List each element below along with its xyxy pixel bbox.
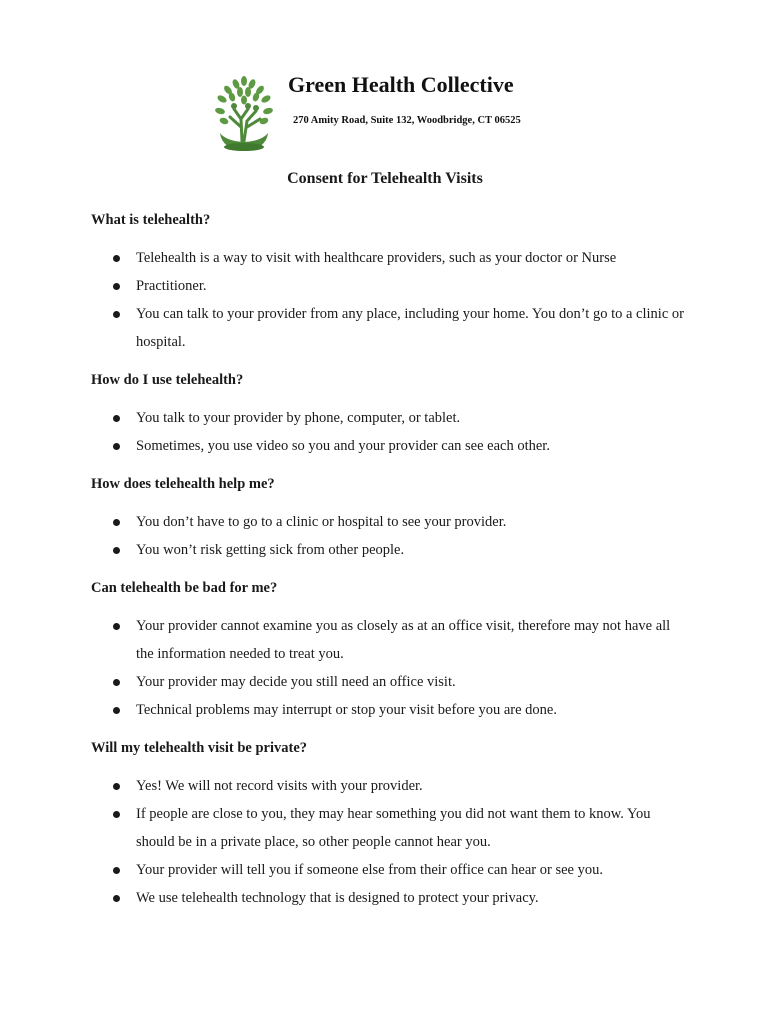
organization-address: 270 Amity Road, Suite 132, Woodbridge, CT 06525 <box>293 115 521 126</box>
bullet-text: Sometimes, you use video so you and your provider can see each other. <box>136 438 550 454</box>
bullet-dot-icon <box>113 679 120 686</box>
bullet-dot-icon <box>113 443 120 450</box>
document-title: Consent for Telehealth Visits <box>287 170 483 187</box>
bullet-item <box>91 244 691 272</box>
bullet-text: Your provider cannot examine you as closely as at an office visit, therefore may not have all the information needed to treat you. <box>136 618 671 662</box>
bullet-text: You can talk to your provider from any place, including your home. You don’t go to a clinic or hospital. <box>136 306 684 350</box>
section-heading: What is telehealth? <box>91 212 211 228</box>
bullet-list <box>91 612 691 724</box>
bullet-text: Your provider will tell you if someone else from their office can hear or see you. <box>136 862 603 878</box>
bullet-dot-icon <box>113 415 120 422</box>
bullet-item <box>91 696 691 724</box>
bullet-item <box>91 800 691 856</box>
bullet-dot-icon <box>113 867 120 874</box>
bullet-text: You don’t have to go to a clinic or hospital to see your provider. <box>136 514 507 530</box>
bullet-text: Yes! We will not record visits with your provider. <box>136 778 423 794</box>
bullet-item <box>91 404 691 432</box>
section-heading: How does telehealth help me? <box>91 476 275 492</box>
bullet-dot-icon <box>113 623 120 630</box>
bullet-dot-icon <box>113 283 120 290</box>
bullet-item <box>91 508 691 536</box>
bullet-dot-icon <box>113 783 120 790</box>
bullet-item <box>91 272 691 300</box>
bullet-dot-icon <box>113 895 120 902</box>
section-heading: Can telehealth be bad for me? <box>91 580 278 596</box>
bullet-dot-icon <box>113 811 120 818</box>
bullet-text: If people are close to you, they may hear something you did not want them to know. You should be in a private place, so other people cannot hear you. <box>136 806 651 850</box>
bullet-item <box>91 668 691 696</box>
bullet-item <box>91 432 691 460</box>
section-heading: Will my telehealth visit be private? <box>91 740 307 756</box>
bullet-text: We use telehealth technology that is designed to protect your privacy. <box>136 890 539 906</box>
bullet-list <box>91 508 691 564</box>
letterhead <box>210 70 570 160</box>
bullet-item <box>91 300 691 356</box>
bullet-item <box>91 772 691 800</box>
bullet-text: You talk to your provider by phone, computer, or tablet. <box>136 410 461 426</box>
bullet-item <box>91 536 691 564</box>
bullet-text: Your provider may decide you still need an office visit. <box>136 674 456 690</box>
section-heading: How do I use telehealth? <box>91 372 244 388</box>
tree-in-hand-logo-icon <box>214 75 274 155</box>
bullet-dot-icon <box>113 255 120 262</box>
bullet-dot-icon <box>113 707 120 714</box>
bullet-item <box>91 612 691 668</box>
bullet-text: You won’t risk getting sick from other people. <box>136 542 405 558</box>
bullet-dot-icon <box>113 311 120 318</box>
bullet-dot-icon <box>113 519 120 526</box>
bullet-text: Telehealth is a way to visit with healthcare providers, such as your doctor or Nurse <box>136 250 617 266</box>
bullet-text: Practitioner. <box>136 278 207 294</box>
bullet-list <box>91 244 691 356</box>
document-body <box>91 208 691 924</box>
bullet-item <box>91 856 691 884</box>
bullet-text: Technical problems may interrupt or stop your visit before you are done. <box>136 702 557 718</box>
organization-name: Green Health Collective <box>288 72 514 97</box>
bullet-dot-icon <box>113 547 120 554</box>
bullet-list <box>91 772 691 912</box>
bullet-item <box>91 884 691 912</box>
bullet-list <box>91 404 691 460</box>
